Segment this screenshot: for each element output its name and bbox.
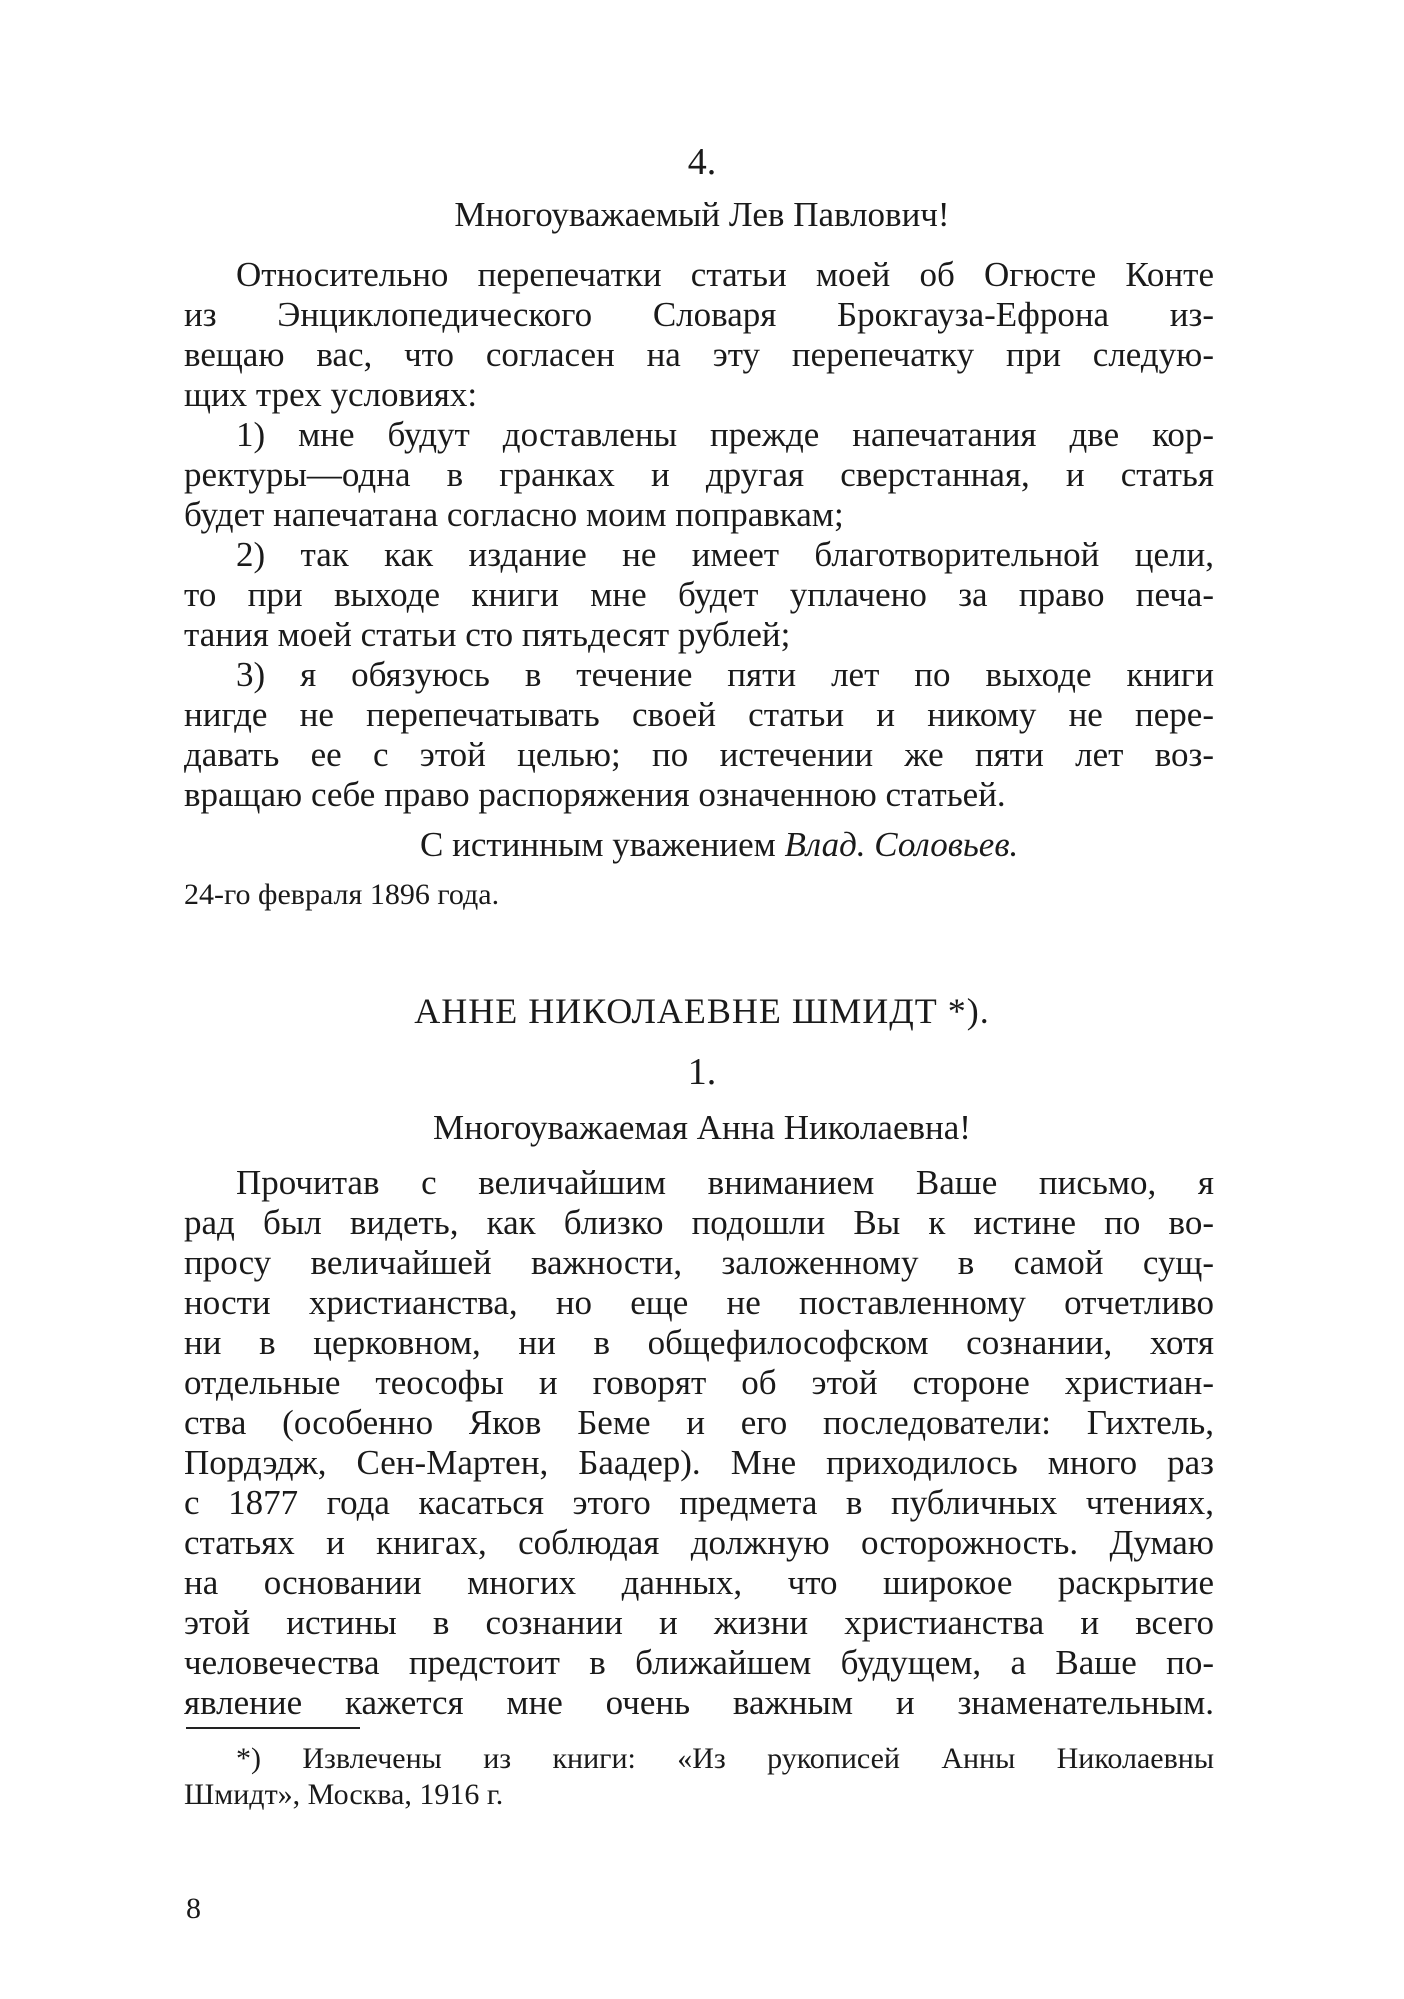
letter-line: вещаю вас, что согласен на эту перепечатку при следую- [184, 335, 1214, 374]
footnote-rule [186, 1727, 360, 1729]
letter-line: щих трех условиях: [184, 375, 478, 414]
letter-line: Относительно перепечатки статьи моей об Огюсте Конте [236, 255, 1214, 294]
letter-line: с 1877 года касаться этого предмета в публичных чтениях, [184, 1483, 1214, 1522]
letter-line: ректуры—одна в гранках и другая сверстанная, и статья [184, 455, 1214, 494]
letter-line: вращаю себе право распоряжения означенною статьей. [184, 775, 1006, 814]
letter-line: давать ее с этой целью; по истечении же пяти лет воз- [184, 735, 1214, 774]
letter-line: Пордэдж, Сен-Мартен, Баадер). Мне приходилось много раз [184, 1443, 1214, 1482]
letter-number: 4. [687, 141, 717, 183]
letter-line: 2) так как издание не имеет благотворительной цели, [236, 535, 1214, 574]
page-number: 8 [186, 1892, 201, 1925]
letter-line: явление кажется мне очень важным и знаменательным. [184, 1683, 1214, 1722]
footnote-line: *) Извлечены из книги: «Из рукописей Анны Николаевны [236, 1742, 1214, 1775]
letter-line: этой истины в сознании и жизни христианства и всего [184, 1603, 1214, 1642]
letter-line: человечества предстоит в ближайшем будущем, а Ваше по- [184, 1643, 1214, 1682]
letter-date: 24-го февраля 1896 года. [184, 878, 500, 911]
letter-line: ности христианства, но еще не поставленному отчетливо [184, 1283, 1214, 1322]
section-heading: АННЕ НИКОЛАЕВНЕ ШМИДТ *). [414, 991, 990, 1031]
letter-line: 1) мне будут доставлены прежде напечатания две кор- [236, 415, 1214, 454]
letter-number: 1. [687, 1051, 717, 1093]
letter-line: из Энциклопедического Словаря Брокгауза-Ефрона из- [184, 295, 1214, 334]
letter-line: ни в церковном, ни в общефилософском сознании, хотя [184, 1323, 1214, 1362]
letter-line: тания моей статьи сто пятьдесят рублей; [184, 615, 791, 654]
letter-line: нигде не перепечатывать своей статьи и никому не пере- [184, 695, 1214, 734]
letter-line: на основании многих данных, что широкое раскрытие [184, 1563, 1214, 1602]
letter-line: статьях и книгах, соблюдая должную осторожность. Думаю [184, 1523, 1214, 1562]
letter-line: отдельные теософы и говорят об этой стороне христиан- [184, 1363, 1214, 1402]
letter-line: 3) я обязуюсь в течение пяти лет по выходе книги [236, 655, 1214, 694]
letter-line: будет напечатана согласно моим поправкам; [184, 495, 844, 534]
letter-line: просу величайшей важности, заложенному в самой сущ- [184, 1243, 1214, 1282]
letter-line: рад был видеть, как близко подошли Вы к истине по во- [184, 1203, 1214, 1242]
letter-line: то при выходе книги мне будет уплачено за право печа- [184, 575, 1214, 614]
letter-line: ства (особенно Яков Беме и его последователи: Гихтель, [184, 1403, 1214, 1442]
letter-closing [420, 825, 1018, 865]
letter-greeting: Многоуважаемая Анна Николаевна! [433, 1108, 971, 1147]
letter-line: Прочитав с величайшим вниманием Ваше письмо, я [236, 1163, 1214, 1202]
letter-greeting: Многоуважаемый Лев Павлович! [454, 195, 950, 234]
closing-phrase: С истинным уважением [420, 825, 776, 864]
signature: Влад. Соловьев. [784, 825, 1019, 864]
footnote-line: Шмидт», Москва, 1916 г. [184, 1778, 504, 1811]
